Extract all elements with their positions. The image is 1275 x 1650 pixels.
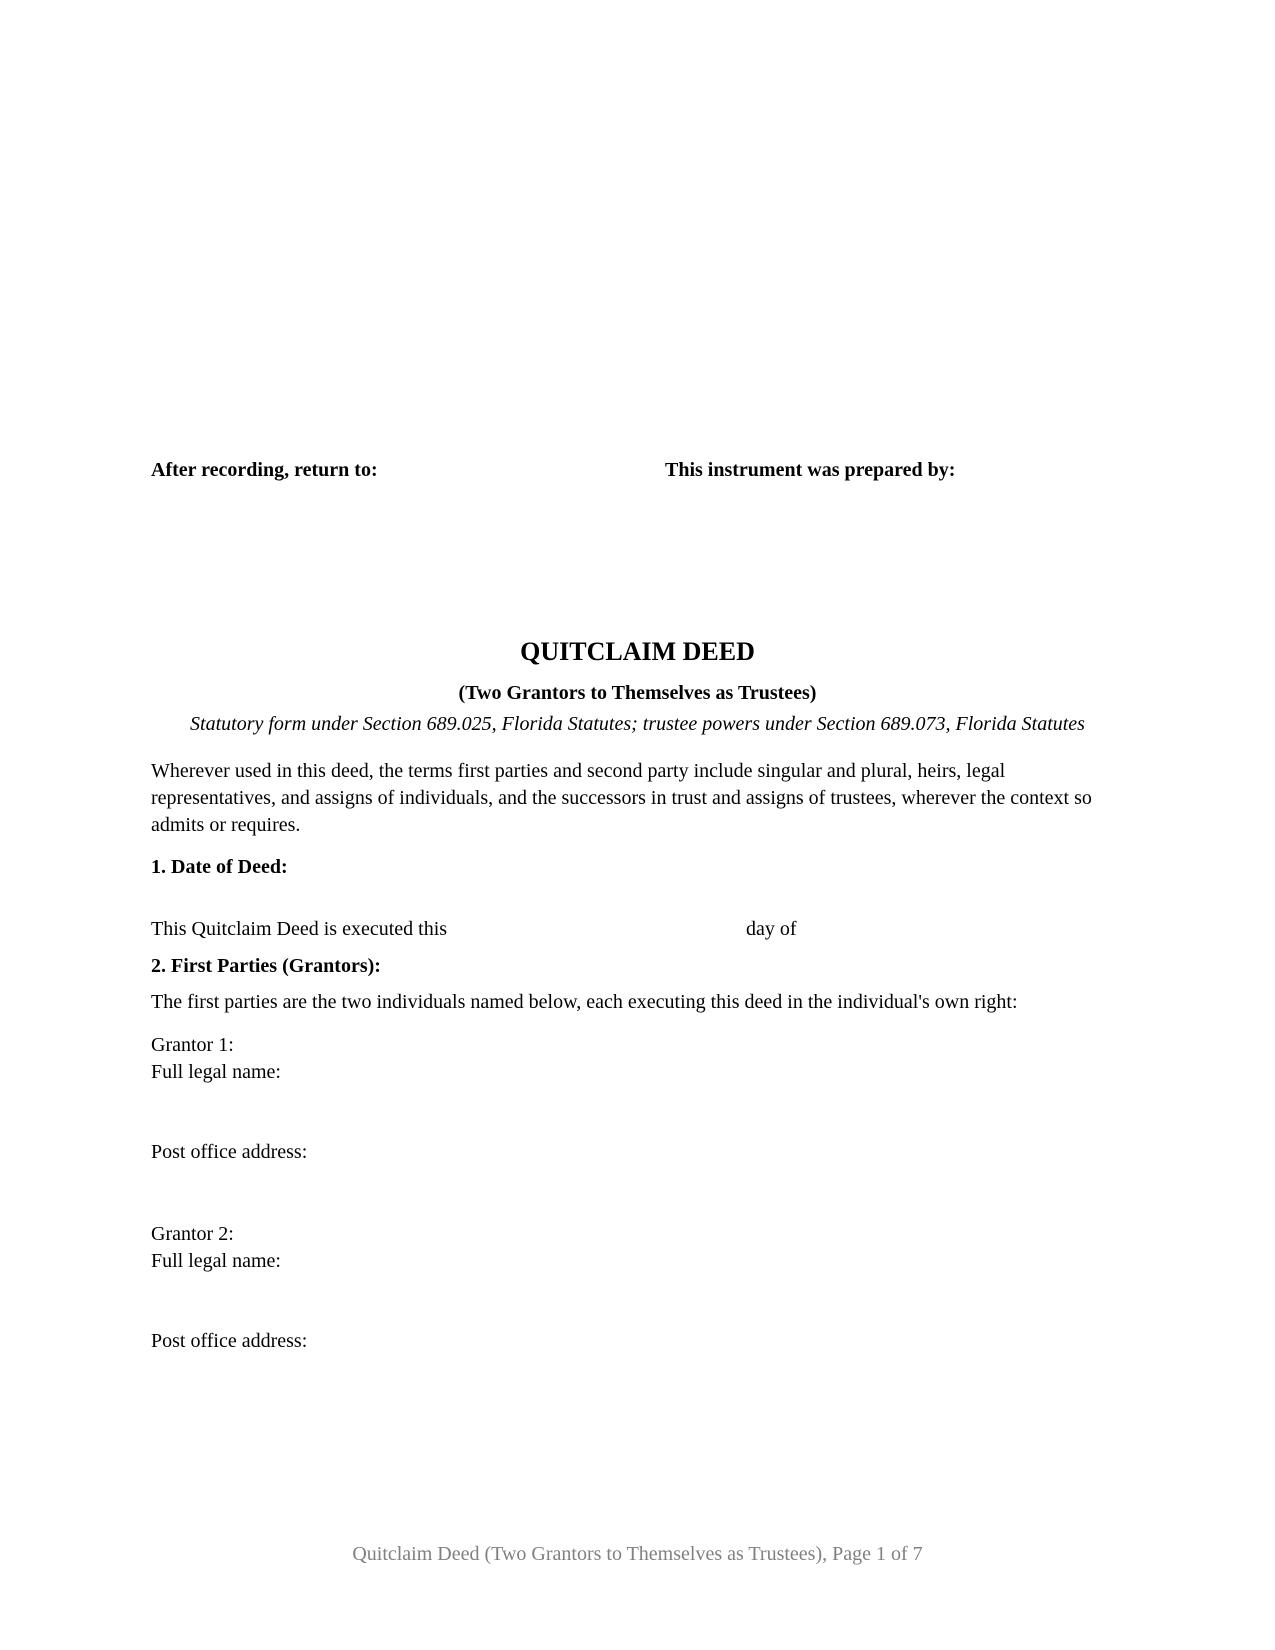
prepared-by-label: This instrument was prepared by: (665, 459, 956, 481)
executed-this-text: This Quitclaim Deed is executed this (151, 918, 448, 940)
grantor-1-name-label: Full legal name: (151, 1061, 281, 1083)
document-title: QUITCLAIM DEED (520, 637, 755, 666)
grantor-1-address-label: Post office address: (151, 1141, 308, 1163)
document-subtitle: (Two Grantors to Themselves as Trustees) (458, 682, 817, 704)
grantor-2-name-label: Full legal name: (151, 1250, 281, 1272)
first-parties-description: The first parties are the two individuals named below, each executing this deed in the individual's own right: (151, 991, 1018, 1013)
return-to-label: After recording, return to: (151, 459, 378, 481)
statutory-note: Statutory form under Section 689.025, Florida Statutes; trustee powers under Section 689.073, Florida Statutes (190, 713, 1085, 735)
grantor-1-label: Grantor 1: (151, 1034, 234, 1056)
grantor-2-label: Grantor 2: (151, 1223, 234, 1245)
section-grantors-heading: 2. First Parties (Grantors): (151, 955, 381, 977)
grantor-2-address-label: Post office address: (151, 1330, 308, 1352)
day-of-text: day of (746, 918, 797, 940)
section-date-heading: 1. Date of Deed: (151, 856, 288, 878)
page-footer: Quitclaim Deed (Two Grantors to Themselves as Trustees), Page 1 of 7 (352, 1543, 923, 1565)
definitions-paragraph: Wherever used in this deed, the terms first parties and second party include singular and plural, heirs, legal representatives, and assigns of individuals, and the successors in trust and assigns of trustees, wherever the context so admits or requires. (151, 760, 1092, 836)
